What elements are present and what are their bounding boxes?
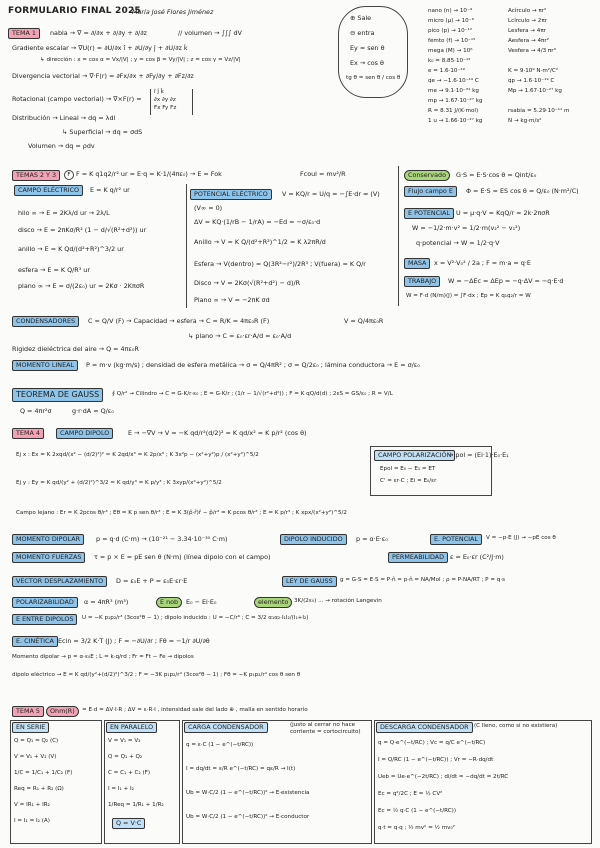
ejx-formula: Ej x : Ex = K 2xqd/(x² − (d/2)²)² ≈ K 2qd/x³ = K 2p/x³ ; K 3x²p − (x²+y²)p / (x²+y²)^5/2 xyxy=(16,452,259,458)
polarizacion-formula-3: C' = εr·C ; Ei = E₀/εr xyxy=(380,478,437,484)
potencial-v1: V = KQ/r = U/q = −∫E·dr ≈ (V) xyxy=(282,190,380,198)
force-icon: F xyxy=(64,170,74,180)
const-acirculo: Acírculo → πr² xyxy=(508,8,547,14)
const-nano: nano (n) → 10⁻⁹ xyxy=(428,8,473,14)
paralelo-tag: EN PARALELO xyxy=(106,722,157,733)
dipolo-formula: E → −∇V → V = −K qd/r²(d/2)² = K qd/x² = K p/r² (cos θ) xyxy=(128,429,307,437)
ey-label: Ey = sen θ xyxy=(350,44,385,52)
e-entre-dipolos-formula: U = −K p₁p₂/r³ (3cos²θ − 1) ; dipolo inducido : U = −C/r⁶ ; C = 3/2 α₁α₂·I₁I₂/(I₁+I₂) xyxy=(82,615,309,621)
polarizabilidad-formula: α = 4πR³ (m³) xyxy=(84,598,129,606)
const-mega: mega (M) → 10⁶ xyxy=(428,48,473,54)
serie-formula: V = V₁ + V₂ (V) xyxy=(14,754,57,760)
vector-desplazamiento-tag: VECTOR DESPLAZAMIENTO xyxy=(12,576,107,587)
trabajo-formula-2: W = F·d (N/m)(J) = ∫F·dx ; Ep = K q₁q₂/r = W xyxy=(406,293,531,299)
paralelo-formula: 1/Req = 1/R₁ + 1/R₂ xyxy=(108,802,164,808)
tema23-tag: TEMAS 2 Y 3 xyxy=(12,170,60,181)
e-cinetica-formula: Ecin = 3/2 K·T (J) ; F = −∂U/∂r ; Fθ = −1/r ∂U/∂θ xyxy=(58,637,210,645)
conservado-tag: Conservado xyxy=(404,170,450,181)
anillo-formula: anillo → E = K Qd/(d²+R²)^3/2 ur xyxy=(18,245,124,253)
descarga-formula: Ec = ½ q·C (1 − e^(−t/RC)) xyxy=(378,808,457,814)
elemento-tag: elemento xyxy=(254,597,292,608)
ley-gauss-tag: LEY DE GAUSS xyxy=(282,576,337,587)
vector-desplazamiento-formula: D = ε₀E + P = ε₀E·εr·E xyxy=(116,577,188,585)
gauss-formula-1: ∮ Q/r² → Cilindro → C = G·K/r·ε₀ ; E = G·K/r ; (1/r − 1/√(r²+d²)) ; F = K qQ/d(d) ; 2εS = GS/ε₀ ; R = V/L xyxy=(112,391,393,397)
const-newton: N → kg·m/s² xyxy=(508,118,542,124)
potencial-esfera: Esfera → V(dentro) = Q(3R²−r²)/2R³ ; V(fuera) = K Q/r xyxy=(194,260,366,268)
descarga-formula: q = Q·e^(−t/RC) ; Vc = q/C e^(−t/RC) xyxy=(378,740,486,746)
gauss-formula-2: Q = 4πr²σ xyxy=(20,407,52,415)
const-k0: k₀ = 8.85·10⁻¹² xyxy=(428,58,471,64)
divider-campo-potencial xyxy=(186,184,187,308)
campo-lejano-formula: Campo lejano : Er = K 2pcos θ/r³ ; Eθ = K p sen θ/r³ ; E = K 3(p̂·r̂)r̂ − p̂/r³ = K pcos θ/r³ ; E = K p/r³ ; K xpx/(x²+y²)^5/2 xyxy=(16,510,347,516)
const-u: 1 u → 1.66·10⁻²⁷ kg xyxy=(428,118,483,124)
direccion-formula: ↳ dirección : x = cos α = Vx/|V| ; y = cos β = Vy/|V| ; z = cos γ = Vz/|V| xyxy=(40,57,241,63)
carga-formula: q = ε·C (1 − e^(−t/RC)) xyxy=(186,742,254,748)
coulomb-formula: F = K q1q2/r² ur = E·q = K·1/(4πε₀) → E = Fok xyxy=(76,170,222,178)
paralelo-formula: I = I₁ + I₂ xyxy=(108,786,134,792)
sale-label: ⊕ Sale xyxy=(350,14,372,22)
serie-formula: Req = R₁ + R₂ (Ω) xyxy=(14,786,64,792)
const-me: me → 9.1·10⁻³¹ kg xyxy=(428,88,479,94)
descarga-tag: DESCARGA CONDENSADOR xyxy=(376,722,473,733)
trabajo-tag: TRABAJO xyxy=(404,276,440,287)
const-vesfera: Vesfera → 4/3 πr³ xyxy=(508,48,556,54)
tema5-intro: = E·d = ΔV·I·R ; ΔV = ε·R·I , intensidad sale del lado ⊕ , malla en sentido horario xyxy=(82,707,308,713)
campo-electrico-tag: CAMPO ELÉCTRICO xyxy=(14,185,83,196)
descarga-formula: Ueb = Ue·e^(−2t/RC) ; di/dt = −dq/dt = 2t/RC xyxy=(378,774,509,780)
gauss-formula-3: g·r·dA = Q/ε₀ xyxy=(72,407,114,415)
condensador-formula-1b: V = Q/4πε₀R xyxy=(344,317,384,325)
momento-fuerzas-formula: τ = p × E = pE sen θ (N·m) (línea dipolo con el campo) xyxy=(94,553,271,561)
superficial-formula: ↳ Superficial → dq = σdS xyxy=(62,128,143,136)
masa-tag: MASA xyxy=(404,258,430,269)
serie-formula: I = I₁ = I₂ (A) xyxy=(14,818,50,824)
polarizabilidad-tag: POLARIZABILIDAD xyxy=(12,597,78,608)
esfera-formula: esfera → E = K Q/R³ ur xyxy=(18,266,90,274)
descarga-formula: q·t = q·q ; ½ mv² = ½ mv₀² xyxy=(378,825,455,831)
gradiente-formula: Gradiente escalar → ∇U(r) = ∂U/∂x î + ∂U/∂y ĵ + ∂U/∂z k̂ xyxy=(12,44,188,52)
e-potencial-dipolo-formula: V = −p·E (J) → −pE cos θ xyxy=(486,535,556,541)
const-r: R = 8.31 J/(K·mol) xyxy=(428,108,479,114)
determinant-bar-right xyxy=(192,89,193,115)
rigidez-formula: Rigidez dieléctrica del aire → Q = 4πε₀R xyxy=(12,345,139,353)
e-cinetica-tag: E. CINÉTICA xyxy=(12,636,58,647)
momento-lineal-tag: MOMENTO LINEAL xyxy=(12,360,78,371)
elemento-formula: 3K/(2ε₀) ... → rotación Langevin xyxy=(294,598,382,604)
divider-potencial-flujo xyxy=(398,166,399,306)
dipolo-inducido-formula: p = α·E·ε₀ xyxy=(356,535,388,543)
carga-formula: I = dq/dt = ε/R e^(−t/RC) = qε/R → I(t) xyxy=(186,766,296,772)
serie-formula: Q = Q₁ = Q₂ (C) xyxy=(14,738,59,744)
momento-dipolar-formula: p = q·d (C·m) → (10⁻²¹ − 3.34·10⁻³⁰ C·m) xyxy=(96,535,228,543)
tema5-tag: TEMA 5 xyxy=(12,706,44,717)
potencial-anillo: Anillo → V = K Q/(d²+R²)^1/2 = K λ2πR/d xyxy=(194,238,326,246)
polarizacion-tag: CAMPO POLARIZACIÓN xyxy=(374,450,455,461)
divergencia-formula: Divergencia vectorial → ∇·F(r) = ∂Fx/∂x + ∂Fy/∂y + ∂Fz/∂z xyxy=(12,72,194,80)
polarizacion-formula-2: Epol = E₀ − E₁ = ET xyxy=(380,466,436,472)
det-row3: Fx Fy Fz xyxy=(154,105,177,111)
trabajo-formula-1: W = −ΔEc = ΔEp = −q·ΔV = −q·E·d xyxy=(448,277,564,285)
const-lesfera: Lesfera → 4πr xyxy=(508,28,546,34)
plano-formula: plano ∞ → E = σ/(2ε₀) ur = 2Kσ · 2KπσR xyxy=(18,282,145,290)
e-potencial-3: q·potencial → W = 1/2·q·V xyxy=(416,239,500,247)
ley-gauss-formula: g = G·S = E·S = P·n̂ = p·n̂ = NA/Mol ; ρ = P·NA/RT ; P = q·s xyxy=(340,577,506,583)
serie-tag: EN SERIE xyxy=(12,722,49,733)
carga-formula: Ub = W·C/2 (1 − e^(−t/RC))² → E·conductor xyxy=(186,814,310,820)
gauss-tag: TEOREMA DE GAUSS xyxy=(12,388,103,402)
momento-dipolar-2: Momento dipolar → p = α·ε₀E ; L = k·q/rd ; Fr = Ft − Fe → dipolos xyxy=(12,654,194,660)
potencial-plano: Plano ∞ → V = −2πK σd xyxy=(194,296,270,304)
serie-formula: V = IR₁ + IR₂ xyxy=(14,802,50,808)
det-row1: î ĵ k̂ xyxy=(154,89,164,95)
const-micro: micro (μ) → 10⁻⁶ xyxy=(428,18,474,24)
rotacional-formula: Rotacional (campo vectorial) → ∇×F(r) = xyxy=(12,95,142,103)
q-v-c-tag: Q = V·C xyxy=(112,818,145,829)
campo-dipolo-tag: CAMPO DIPOLO xyxy=(56,428,113,439)
det-row2: ∂x ∂y ∂z xyxy=(154,97,176,103)
carga-box xyxy=(182,720,372,844)
momento-dipolar-tag: MOMENTO DIPOLAR xyxy=(12,534,84,545)
paralelo-formula: Q = Q₁ + Q₂ xyxy=(108,754,143,760)
flujo-formula: Φ = E·S = ES cos θ = Q/ε₀ (N·m²/C) xyxy=(466,187,579,195)
dipolo-electrico-formula: dipolo eléctrico → E = K qd/(y²+(d/2)²)^3/2 ; F = −3K p₁p₂/r⁴ (3cos²θ − 1) ; Fθ = −K p₁p₂/r⁴ cos θ sen θ xyxy=(12,672,301,678)
e-potencial-2: W = −1/2·m·v² = 1/2·m(v₂² − v₁²) xyxy=(412,224,521,232)
descarga-formula: Ec = q²/2C ; E = ½ CV² xyxy=(378,791,443,797)
disco-formula: disco → E = 2πKσ/R² (1 − d/√(R²+d²)) ur xyxy=(18,226,147,234)
tema1-tag: TEMA 1 xyxy=(8,28,40,39)
distribucion-formula: Distribución → Lineal → dq = λdl xyxy=(12,114,116,122)
condensador-formula-2: ↳ plano → C = ε₀·εr·A/d = ε₀·A/d xyxy=(188,332,292,340)
author-name: María José Flores Jiménez xyxy=(132,8,214,16)
potencial-disco: Disco → V = 2Kσ(√(R²+d²) − d)/R xyxy=(194,279,301,287)
flujo-tag: Flujo campo E xyxy=(404,186,457,197)
potencial-electrico-tag: POTENCIAL ELÉCTRICO xyxy=(190,189,272,200)
entra-label: ⊖ entra xyxy=(350,29,375,37)
page-title: FORMULARIO FINAL 2025 xyxy=(8,6,141,16)
const-mp2: Mp → 1.67·10⁻²⁷ kg xyxy=(508,88,562,94)
polarizacion-formula: → pol = (Ei·1)·E₀·E₁ xyxy=(448,451,509,459)
const-qp: qp → 1.6·10⁻¹⁹ C xyxy=(508,78,555,84)
e-nob-tag: E nob xyxy=(156,597,182,608)
const-qe: qe → −1.6·10⁻¹⁹ C xyxy=(428,78,479,84)
ohm-tag: Ohm(R) xyxy=(46,706,79,717)
tema4-tag: TEMA 4 xyxy=(12,428,44,439)
const-k: K = 9·10⁹ N·m²/C² xyxy=(508,68,559,74)
carga-formula: Ub = W·C/2 (1 − e^(−t/RC))² → E·existencia xyxy=(186,790,310,796)
const-pico: pico (p) → 10⁻¹² xyxy=(428,28,473,34)
condensadores-tag: CONDENSADORES xyxy=(12,316,79,327)
fcoul-formula: Fcoul = mv²/R xyxy=(300,170,346,178)
campo-formula: E = K q/r² ur xyxy=(90,186,130,194)
signs-box xyxy=(338,6,408,98)
hilo-formula: hilo ∞ → E = 2Kλ/d ur → 2λ/L xyxy=(18,209,110,217)
momento-fuerzas-tag: MOMENTO FUERZAS xyxy=(12,552,85,563)
e-potencial-dipolo-tag: E. POTENCIAL xyxy=(430,534,482,545)
permeabilidad-formula: ε = E₀·εr (C²/J·m) xyxy=(450,553,504,561)
volumen-formula: // volumen → ∫∫∫ dV xyxy=(178,29,242,37)
tg-label: tg θ = sen θ / cos θ xyxy=(346,75,401,81)
potencial-v3: ΔV = KQ·(1/rB − 1/rA) = −Ed = −σ/ε₀·d xyxy=(194,218,321,226)
potencial-v2: (V∞ = 0) xyxy=(194,204,223,212)
descarga-note: (C lleno, como si no existiera) xyxy=(474,723,558,729)
serie-formula: 1/C = 1/C₁ + 1/C₂ (F) xyxy=(14,770,73,776)
paralelo-formula: V = V₁ = V₂ xyxy=(108,738,141,744)
e-potencial-1: U = μ·q·V = KqQ/r = 2k·2πσR xyxy=(456,209,550,217)
e-potencial-tag: E POTENCIAL xyxy=(404,208,454,219)
determinant-bar-left xyxy=(150,89,151,115)
ex-label: Ex → cos θ xyxy=(350,59,384,67)
e-nob-formula: E₀ − Ei·E₀ xyxy=(186,598,217,606)
momento-lineal-formula: P = m·v (kg·m/s) ; densidad de esfera metálica → σ = Q/4πR² ; σ = Q/2ε₀ ; lámina conductora → E = σ/ε₀ xyxy=(86,361,420,369)
const-lcirculo: Lcírculo → 2πr xyxy=(508,18,547,24)
ejy-formula: Ej y : Ey = K qd/(y² + (d/2)²)^3/2 ≈ K qd/y³ = K p/y³ ; K 3xyp/(x²+y²)^5/2 xyxy=(16,480,222,486)
const-aesfera: Aesfera → 4πr² xyxy=(508,38,549,44)
const-e: e = 1.6·10⁻¹⁹ xyxy=(428,68,465,74)
conservado-formula: G·S = E·S·cos θ = Qint/ε₀ xyxy=(456,171,537,179)
dipolo-inducido-tag: DIPOLO INDUCIDO xyxy=(280,534,347,545)
const-femto: femto (f) → 10⁻¹⁵ xyxy=(428,38,476,44)
e-entre-dipolos-tag: E ENTRE DIPOLOS xyxy=(12,614,77,625)
masa-formula: x = V²·V₀² / 2a ; F = m·a = q·E xyxy=(434,259,531,267)
carga-note: (justo al cerrar no hace corriente = cortocircuito) xyxy=(290,722,361,735)
nabla-formula: nabla → ∇ = ∂/∂x + ∂/∂y + ∂/∂z xyxy=(50,29,147,37)
condensador-formula-1: C = Q/V (F) → Capacidad → esfera → C = R/K = 4πε₀R (F) xyxy=(88,317,270,325)
permeabilidad-tag: PERMEABILIDAD xyxy=(388,552,448,563)
carga-tag: CARGA CONDENSADOR xyxy=(184,722,268,733)
const-mp: mp → 1.67·10⁻²⁷ kg xyxy=(428,98,483,104)
descarga-formula: I = Q/RC (1 − e^(−t/RC)) ; Vr = −R·dq/dt xyxy=(378,757,494,763)
const-rsabia: rsabia = 5.29·10⁻¹¹ m xyxy=(508,108,570,114)
volumen-q-formula: Volumen → dq = ρdv xyxy=(28,142,95,150)
paralelo-formula: C = C₁ + C₂ (F) xyxy=(108,770,151,776)
